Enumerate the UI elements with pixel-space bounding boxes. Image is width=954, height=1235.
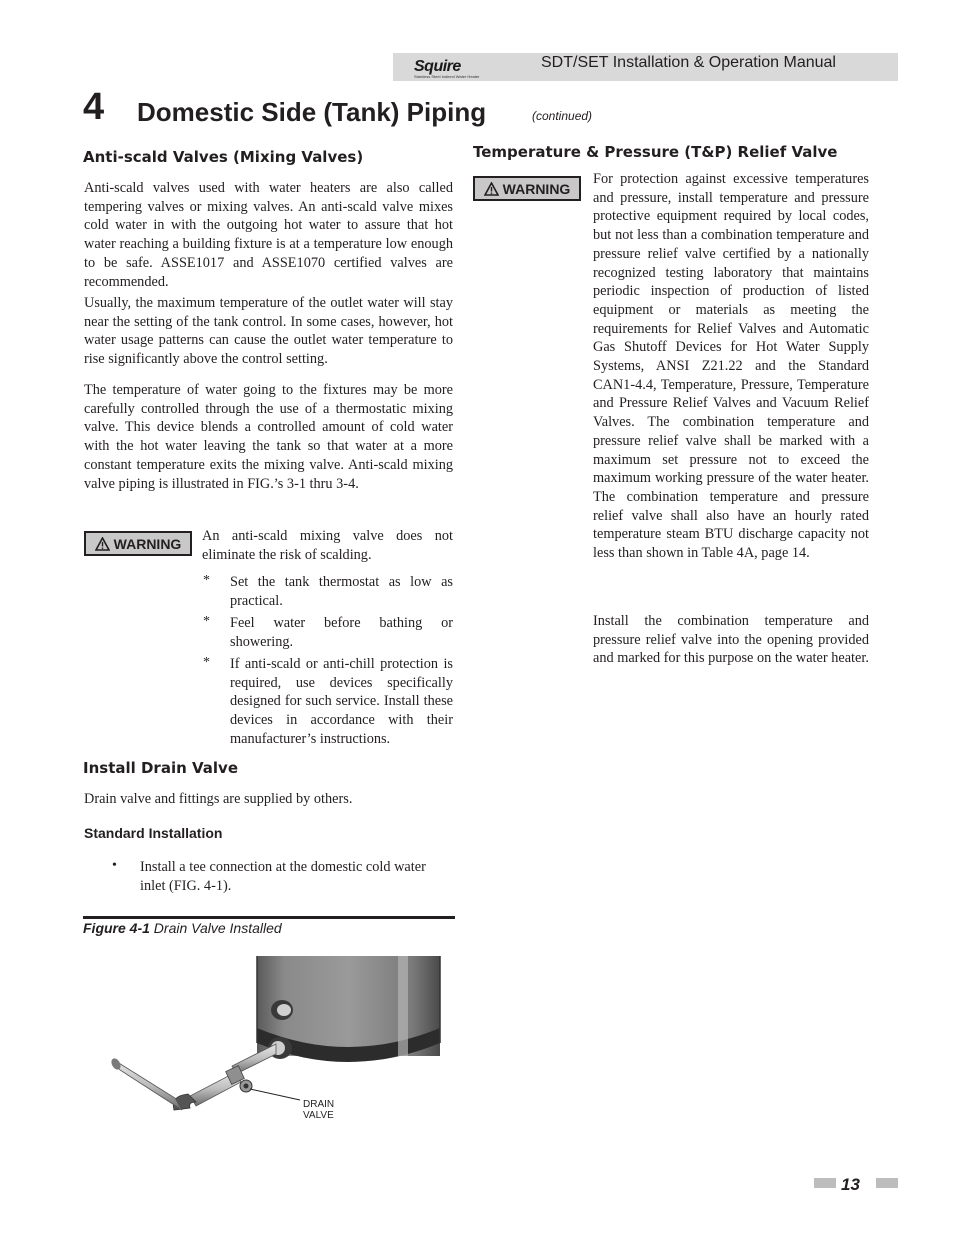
figure-label: Figure 4-1 <box>83 920 150 936</box>
drain-label-line-2: VALVE <box>303 1110 334 1121</box>
warning-triangle-icon <box>484 182 499 196</box>
manual-title: SDT/SET Installation & Operation Manual <box>541 54 836 71</box>
bullet-mark: * <box>203 573 210 588</box>
page-number-bar-left <box>814 1178 836 1188</box>
list-item <box>203 614 453 651</box>
warning-label: WARNING <box>502 180 571 197</box>
figure-rule <box>83 916 455 919</box>
squire-logo <box>412 58 484 80</box>
drain-valve-illustration <box>100 948 460 1128</box>
anti-scald-para-3: The temperature of water going to the fixtures may be more carefully controlled through the use of a thermostatic mixing valve. This device blends a controlled amount of cold water with the hot water leaving the tank so that water at a more constant temperature exits the mixing valve. Anti-scald mixing valve piping is illustrated in FIG.’s 3-1 thru 3-4. <box>84 382 453 492</box>
page-number: 13 <box>841 1175 860 1194</box>
standard-installation-heading: Standard Installation <box>84 825 223 841</box>
tp-relief-heading: Temperature & Pressure (T&P) Relief Valve <box>473 143 838 161</box>
chapter-title: Domestic Side (Tank) Piping <box>137 97 487 127</box>
chapter-number: 4 <box>83 86 105 128</box>
bullet-mark: * <box>203 614 210 629</box>
list-item <box>203 655 453 749</box>
drain-valve-label <box>303 1099 334 1121</box>
drain-valve-heading: Install Drain Valve <box>83 759 239 777</box>
figure-title: Drain Valve Installed <box>153 920 282 936</box>
bullet-text: Feel water before bathing or showering. <box>230 615 453 650</box>
logo-tagline: Stainless Steel Indirect Water Heater <box>414 74 480 79</box>
page-number-bar-right <box>876 1178 898 1188</box>
logo-text: Squire <box>414 58 461 75</box>
anti-scald-heading: Anti-scald Valves (Mixing Valves) <box>83 148 364 166</box>
anti-scald-para-1: Anti-scald valves used with water heaters are also called tempering valves or mixing valves. An anti-scald valve mixes cold water in with the outgoing hot water to assure that hot water reaching a building fixture is at a temperature low enough to be safe. ASSE1017 and ASSE1070 certified valves are recommended. <box>84 180 453 290</box>
bullet-mark: • <box>112 858 117 873</box>
bullet-text: Install a tee connection at the domestic cold water inlet (FIG. 4-1). <box>140 859 426 894</box>
tp-relief-para-2: Install the combination temperature and pressure relief valve into the opening provided and marked for this purpose on the water heater. <box>593 613 869 667</box>
bullet-text: Set the tank thermostat as low as practical. <box>230 574 453 609</box>
figure-caption <box>83 920 282 936</box>
tp-relief-para-1: For protection against excessive temperatures and pressure, install temperature and pressure protective equipment required by local codes, but not less than a combination temperature and pressure relief valve certified by a nationally recognized testing laboratory that maintains periodic inspection of production of listed equipment or materials as meeting the requirements for Relief Valves and Automatic Gas Shutoff Devices for Hot Water Supply Systems, ANSI Z21.22 and the Standard CAN1-4.4, Temperature, Pressure, Temperature and Pressure Relief Valves and Vacuum Relief Valves. The combination temperature and pressure relief valve shall be marked with a maximum set pressure not to exceed the maximum working pressure of the water heater. The combination temperature and pressure relief valve shall also have an hourly rated temperature steam BTU discharge capacity not less than shown in Table 4A, page 14. <box>593 171 869 562</box>
warning-label: WARNING <box>113 535 182 552</box>
list-item <box>203 573 453 610</box>
drain-label-line-1: DRAIN <box>303 1099 335 1110</box>
warning-badge-anti-scald <box>84 531 192 556</box>
bullet-mark: * <box>203 655 210 670</box>
warning-badge-tp-relief <box>473 176 581 201</box>
bullet-text: If anti-scald or anti-chill protection is required, use devices specifically designed for such service. Install these devices in accordance with their manufacturer’s instructions. <box>230 656 453 747</box>
chapter-continued: (continued) <box>532 109 593 123</box>
anti-scald-warning-text: An anti-scald mixing valve does not eliminate the risk of scalding. <box>202 528 453 563</box>
warning-triangle-icon <box>95 537 110 551</box>
list-item <box>112 858 454 895</box>
drain-valve-para: Drain valve and fittings are supplied by others. <box>84 791 353 807</box>
anti-scald-para-2: Usually, the maximum temperature of the outlet water will stay near the setting of the tank control. In some cases, however, hot water usage patterns can cause the outlet water temperature to rise significantly above the control setting. <box>84 295 453 368</box>
